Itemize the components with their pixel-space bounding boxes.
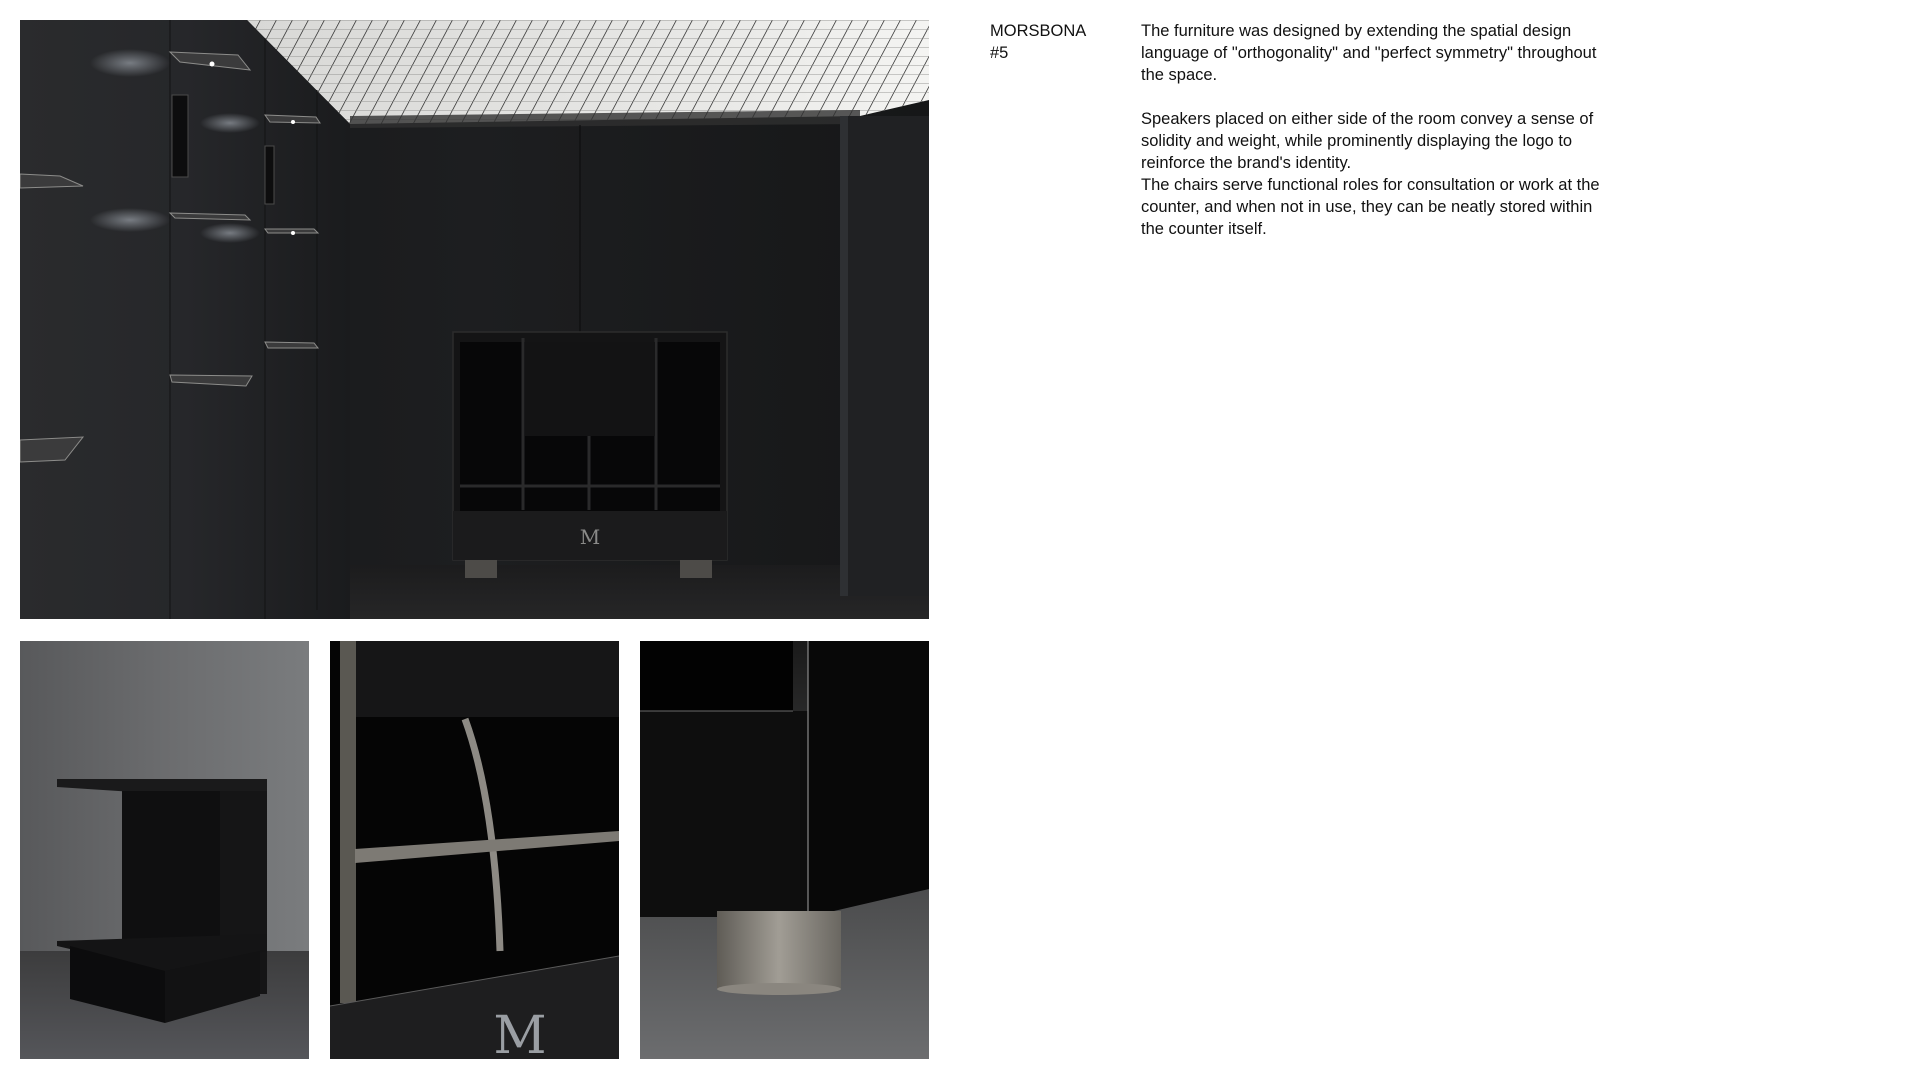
project-name: MORSBONA	[990, 22, 1087, 40]
cabinet-detail-image	[330, 641, 619, 1059]
logo-icon: M	[493, 1006, 547, 1059]
description-paragraph-1: The furniture was designed by extending the spatial design language of "orthogonality" and "perfect symmetry" throughout the space.	[1141, 22, 1597, 84]
project-title-block	[990, 20, 1086, 64]
project-number: #5	[990, 44, 1009, 62]
cabinet-leg-image	[640, 641, 929, 1059]
project-description	[1141, 20, 1601, 240]
description-paragraph-3: The chairs serve functional roles for consultation or work at the counter, and when not in use, they can be neatly stored within the counter itself.	[1141, 176, 1600, 238]
speaker-cabinet	[453, 332, 727, 578]
cabinet-detail-photo	[330, 641, 619, 1059]
chair-photo	[20, 641, 309, 1059]
chair-image	[20, 641, 309, 1059]
description-paragraph-2: Speakers placed on either side of the room convey a sense of solidity and weight, while prominently displaying the logo to reinforce the brand's identity.	[1141, 110, 1594, 172]
interior-image	[20, 20, 929, 619]
logo-icon: M	[579, 525, 601, 549]
cabinet-leg-photo	[640, 641, 929, 1059]
main-interior-photo	[20, 20, 929, 619]
